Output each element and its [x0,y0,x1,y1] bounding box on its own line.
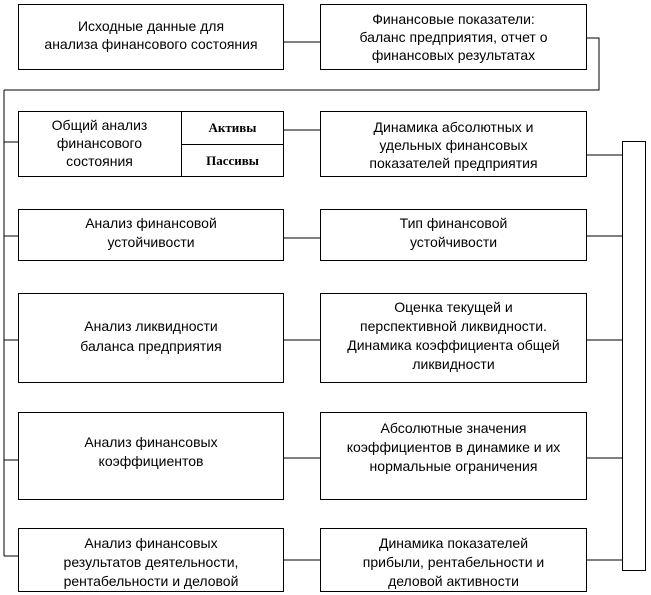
general-line1: Общий анализ [51,117,148,133]
results-line1: Анализ финансовых [84,535,218,551]
profit-dynamics-line1: Динамика показателей [378,535,529,551]
general-line3: состояния [66,153,133,169]
liquidity-line1: Анализ ликвидности [84,318,218,334]
indicators-line1: Финансовые показатели: [372,11,535,27]
liquidity-eval-line1: Оценка текущей и [394,299,513,315]
stability-line1: Анализ финансовой [85,215,217,231]
liquidity-eval-line4: ликвидности [412,356,495,372]
liquidity-eval-line2: перспективной ликвидности. [360,318,547,334]
dynamics-line3: показателей предприятия [369,155,538,171]
liabilities-label: Пассивы [206,153,259,168]
profit-dynamics-line2: прибыли, рентабельности и [362,554,545,570]
dynamics-line1: Динамика абсолютных и [373,119,534,135]
indicators-line3: финансовых результатах [371,47,536,63]
ratio-values-line1: Абсолютные значения [380,420,527,436]
ratio-values-line2: коэффициентов в динамике и их [346,439,561,455]
liquidity-line2: баланса предприятия [80,338,222,354]
ratios-line2: коэффициентов [98,453,204,469]
stability-line2: устойчивости [107,234,195,250]
dynamics-line2: удельных финансовых [379,137,528,153]
stability-type-line2: устойчивости [409,234,498,250]
results-line3: рентабельности и деловой [63,573,239,589]
indicators-line2: баланс предприятия, отчет о [359,29,548,45]
stability-type-line1: Тип финансовой [399,215,508,231]
liquidity-eval-line3: Динамика коэффициента общей [347,337,560,353]
right-collector-bar [622,141,646,571]
general-line2: финансового [56,135,143,151]
source-data-line1: Исходные данные для [77,18,225,34]
source-data-line2: анализа финансового состояния [44,36,258,52]
results-line2: результатов деятельности, [63,554,239,570]
profit-dynamics-line3: деловой активности [388,573,519,589]
ratios-line1: Анализ финансовых [84,434,218,450]
assets-label: Активы [208,120,257,135]
ratio-values-line3: нормальные ограничения [369,458,538,474]
